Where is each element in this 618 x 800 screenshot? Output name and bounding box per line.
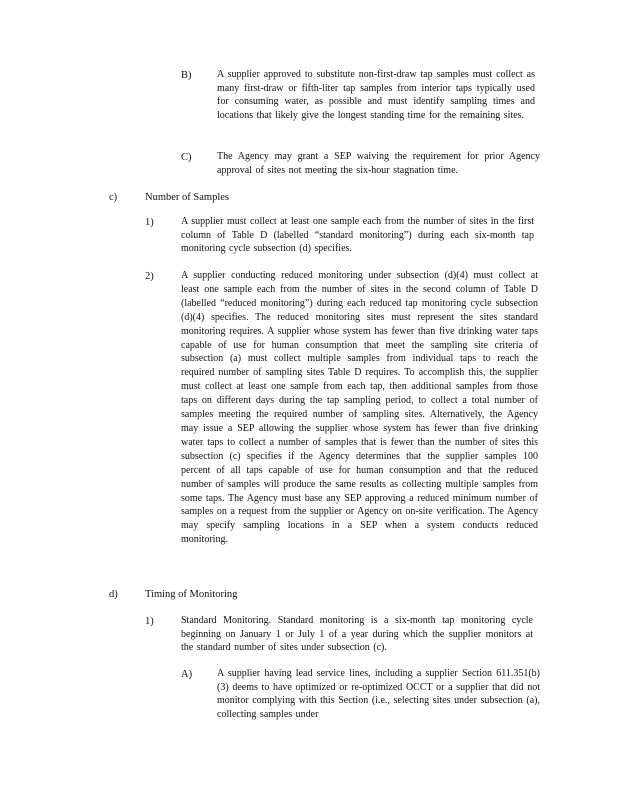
item-text-c-upper: The Agency may grant a SEP waiving the requirement for prior Agency approval of sites not meeting the six-hour stagnation time. <box>217 151 540 176</box>
item-text-c1: A supplier must collect at least one sample each from the number of sites in the first column of Table D (labelled “standard monitoring”) during each six-month tap monitoring cycle subsection (d) specifies. <box>181 216 534 255</box>
item-label-d1a: A) <box>181 669 193 680</box>
section-heading-timing-of-monitoring: Timing of Monitoring <box>145 589 238 600</box>
section-label-c: c) <box>109 192 118 203</box>
section-heading-number-of-samples: Number of Samples <box>145 192 229 203</box>
item-label-c-upper: C) <box>181 152 192 163</box>
item-label-c2: 2) <box>145 271 154 282</box>
item-text-b-upper: A supplier approved to substitute non-first-draw tap samples must collect as many first-draw or fifth-liter tap samples from interior taps typically used for consuming water, as possible and must identify sampling times and locations that likely give the longest standing time for the remaining sites. <box>217 69 535 122</box>
section-label-d: d) <box>109 589 118 600</box>
item-text-c2: A supplier conducting reduced monitoring under subsection (d)(4) must collect at least one sample each from the number of sites in the second column of Table D (labelled “reduced monitoring”) during each reduced tap monitoring cycle subsection (d)(4) specifies. The reduced monitoring sites must represent the sites standard monitoring requires. A supplier whose system has fewer than five drinking water taps capable of use for human consumption that meet the sampling site criteria of subsection (a) must collect multiple samples from individual taps to reach the required number of sampling sites Table D requires. To accomplish this, the supplier must collect at least one sample from each tap, then additional samples from those taps on different days during the tap sampling period, to collect a total number of samples meeting the required number of sampling sites. Alternatively, the Agency may issue a SEP allowing the supplier whose system has fewer than five drinking water taps to collect a number of samples that is fewer than the number of sites this subsection (c) specifies if the Agency determines that the supplier samples 100 percent of all taps capable of use for human consumption and that the reduced number of samples will produce the same results as collecting multiple samples from some taps. The Agency must base any SEP approving a reduced minimum number of samples on a request from the supplier or Agency on on-site verification. The Agency may specify sampling locations in a SEP when a system conducts reduced monitoring. <box>181 270 538 546</box>
item-text-d1: Standard Monitoring. Standard monitoring is a six-month tap monitoring cycle beginning on January 1 or July 1 of a year during which the supplier monitors at the standard number of sites under subsection (c). <box>181 615 533 654</box>
item-label-d1: 1) <box>145 616 154 627</box>
item-label-c1: 1) <box>145 217 154 228</box>
item-text-d1a: A supplier having lead service lines, including a supplier Section 611.351(b)(3) deems to have optimized or re-optimized OCCT or a supplier that did not monitor complying with this Section (i.e., selecting sites under subsection (a), collecting samples under <box>217 668 540 721</box>
item-label-b-upper: B) <box>181 70 192 81</box>
